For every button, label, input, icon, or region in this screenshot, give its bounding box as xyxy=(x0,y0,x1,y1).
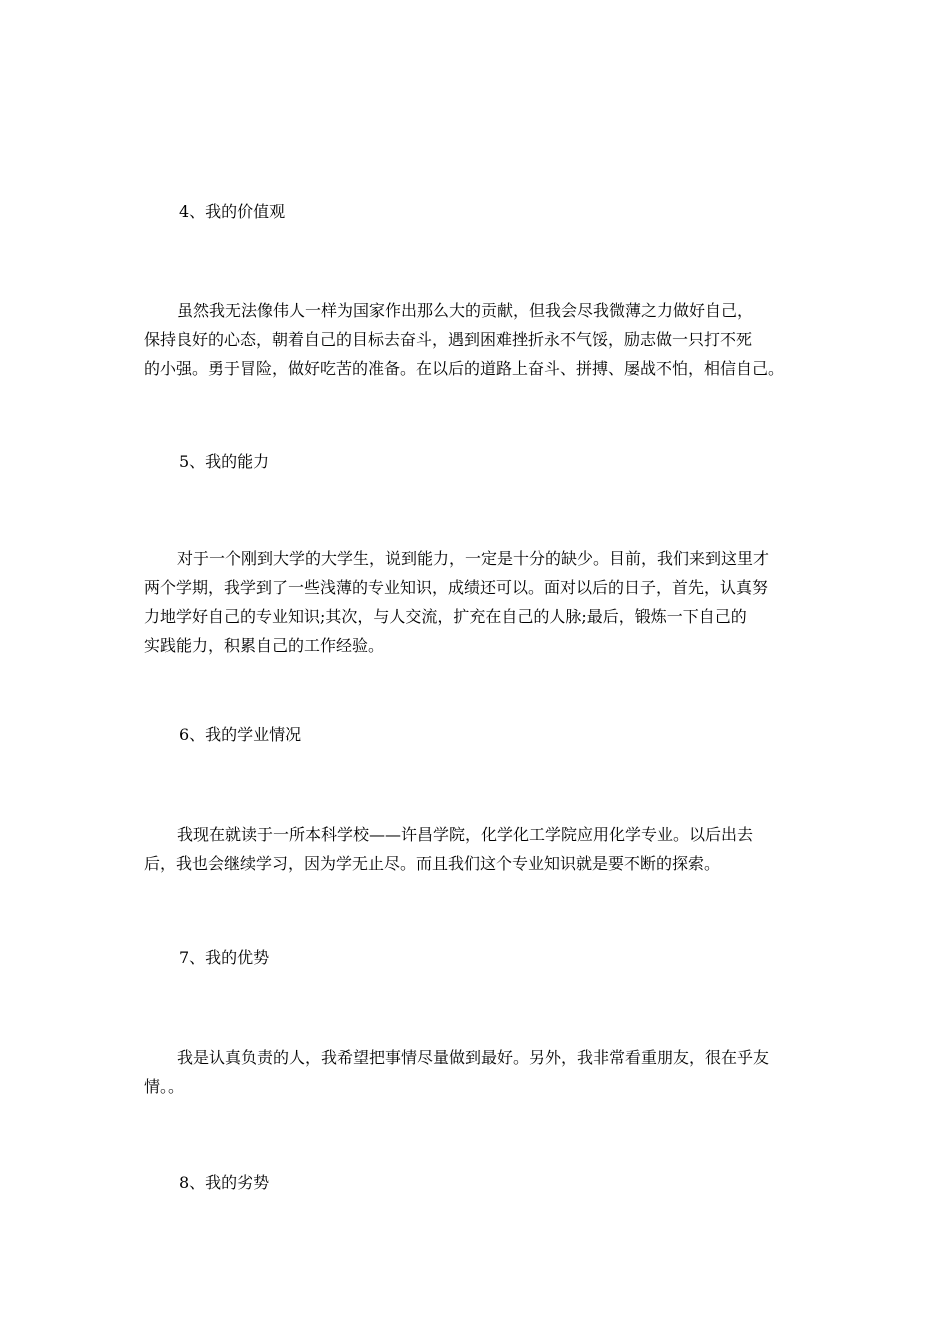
section-heading-ability: 5、我的能力 xyxy=(179,452,270,471)
paragraph-line: 后，我也会继续学习，因为学无止尽。而且我们这个专业知识就是要不断的探索。 xyxy=(144,854,721,873)
paragraph-line: 的小强。勇于冒险，做好吃苦的准备。在以后的道路上奋斗、拼搏、屡战不怕，相信自己。 xyxy=(144,359,785,378)
paragraph-line: 虽然我无法像伟人一样为国家作出那么大的贡献，但我会尽我微薄之力做好自己， xyxy=(177,301,754,320)
paragraph-line: 保持良好的心态，朝着自己的目标去奋斗，遇到困难挫折永不气馁，励志做一只打不死 xyxy=(144,330,753,349)
section-paragraph-values xyxy=(144,296,808,383)
paragraph-line: 两个学期，我学到了一些浅薄的专业知识，成绩还可以。面对以后的日子，首先，认真努 xyxy=(144,578,769,597)
paragraph-line: 对于一个刚到大学的大学生，说到能力，一定是十分的缺少。目前，我们来到这里才 xyxy=(177,549,770,568)
section-heading-weaknesses: 8、我的劣势 xyxy=(179,1173,270,1192)
section-paragraph-academics xyxy=(144,820,808,878)
section-heading-academics: 6、我的学业情况 xyxy=(179,725,302,744)
paragraph-line: 实践能力，积累自己的工作经验。 xyxy=(144,636,385,655)
paragraph-line: 情。。 xyxy=(144,1077,185,1096)
paragraph-line: 我现在就读于一所本科学校——许昌学院，化学化工学院应用化学专业。以后出去 xyxy=(177,825,754,844)
paragraph-line: 力地学好自己的专业知识;其次，与人交流，扩充在自己的人脉;最后，锻炼一下自己的 xyxy=(144,607,747,626)
section-paragraph-strengths xyxy=(144,1043,808,1101)
section-paragraph-ability xyxy=(144,544,808,660)
section-heading-values: 4、我的价值观 xyxy=(179,202,286,221)
section-heading-strengths: 7、我的优势 xyxy=(179,948,270,967)
paragraph-line: 我是认真负责的人，我希望把事情尽量做到最好。另外，我非常看重朋友，很在乎友 xyxy=(177,1048,770,1067)
